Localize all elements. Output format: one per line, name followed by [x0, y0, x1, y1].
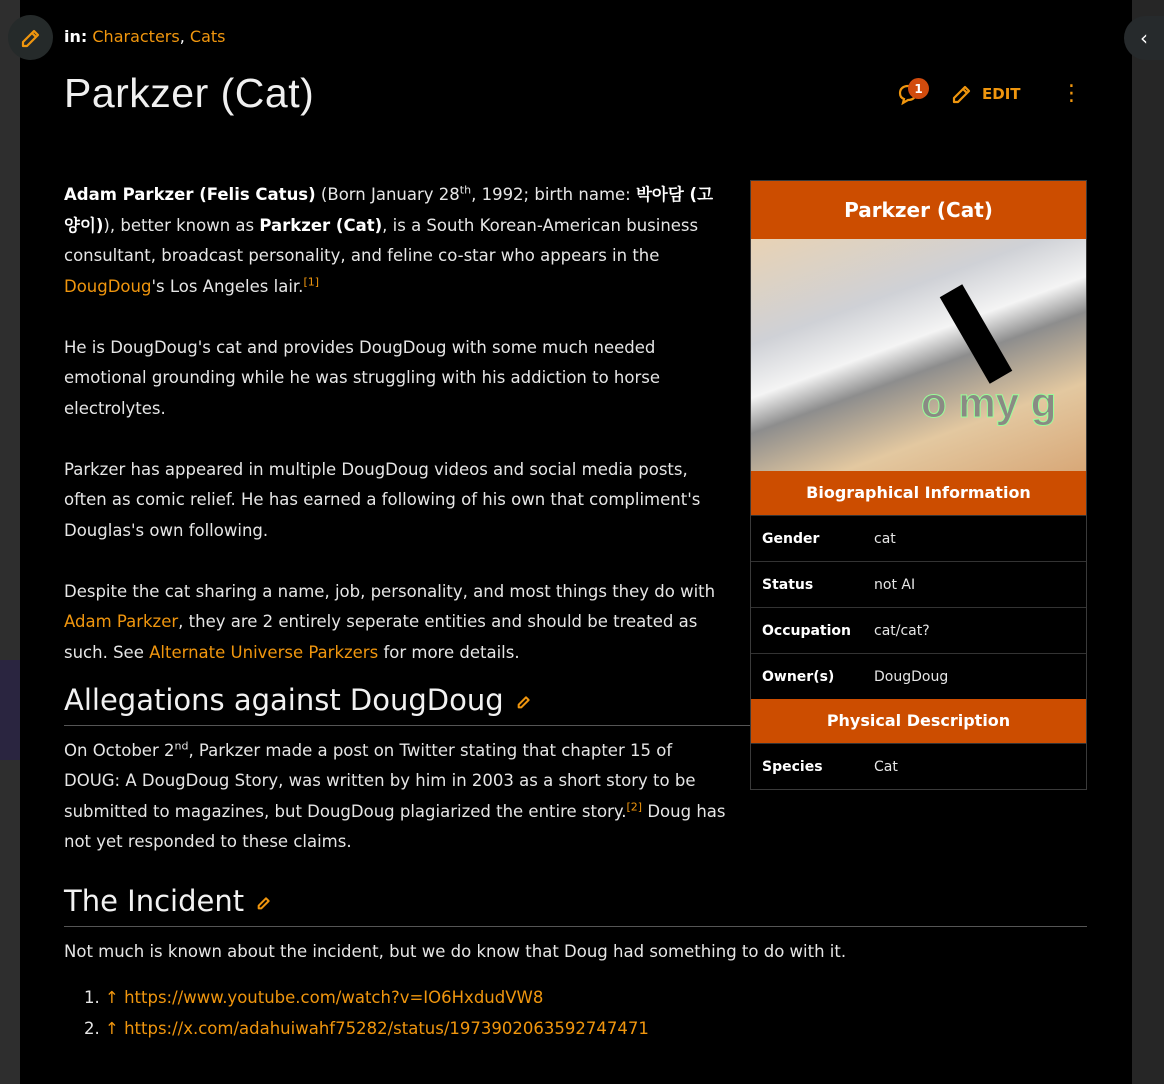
- superscript: th: [459, 183, 472, 197]
- collapse-rail-button[interactable]: [1124, 16, 1164, 60]
- row-value: cat: [874, 530, 896, 547]
- text: Despite the cat sharing a name, job, personality, and most things they do with: [64, 581, 716, 601]
- breadcrumb: [64, 27, 225, 46]
- paragraph: Not much is known about the incident, but we do know that Doug had something to do with it.: [64, 941, 847, 961]
- text: , they are 2 entirely seperate entities and should be treated as such. See: [64, 612, 698, 662]
- heading-text: The Incident: [64, 883, 245, 918]
- row-label: Owner(s): [762, 668, 835, 685]
- text: (Born January 28: [315, 185, 460, 204]
- dougdoug-link[interactable]: DougDoug: [64, 276, 152, 296]
- separator: ,: [179, 27, 185, 46]
- paragraph: He is DougDoug's cat and provides DougDoug with some much needed emotional grounding while he was struggling with his addiction to horse electrolytes.: [64, 337, 661, 418]
- pencil-icon: [950, 82, 974, 106]
- infobox-section-header: Physical Description: [751, 699, 1086, 743]
- backlink-arrow-icon[interactable]: ↑: [105, 1018, 119, 1038]
- left-background-strip: [0, 0, 20, 1084]
- row-label: Species: [762, 758, 823, 775]
- category-link[interactable]: Cats: [189, 27, 226, 46]
- text: , is a South Korean-American business consultant, broadcast personality, and feline co-star who appears in the: [64, 215, 699, 265]
- heading-text: Allegations against DougDoug: [64, 682, 504, 717]
- bold-text: Adam Parkzer (Felis Catus): [64, 185, 316, 204]
- edit-label: EDIT: [982, 85, 1021, 103]
- text: , Parkzer made a post on Twitter stating that chapter 15 of DOUG: A DougDoug Story, was written by him in 2003 as a short story to be submitted to magazines, but DougDoug plagiarized the entire story.: [64, 740, 696, 821]
- adam-parkzer-link[interactable]: Adam Parkzer: [64, 612, 179, 631]
- text: for more details.: [378, 642, 520, 662]
- edit-fab-button[interactable]: [8, 15, 53, 60]
- reference-item: [105, 1014, 1087, 1045]
- reference-url[interactable]: https://x.com/adahuiwahf75282/status/1973902063592747471: [124, 1018, 649, 1038]
- page-actions: [896, 81, 1083, 106]
- row-label: Gender: [762, 530, 820, 547]
- pencil-icon: [19, 26, 43, 50]
- infobox-section-header: Biographical Information: [751, 471, 1086, 515]
- superscript: nd: [174, 739, 189, 752]
- infobox-row: [751, 743, 1086, 789]
- breadcrumb-prefix: in:: [64, 27, 88, 46]
- page-title: Parkzer (Cat): [64, 70, 315, 116]
- article-content: [64, 180, 1087, 1044]
- bold-text: Parkzer (Cat): [259, 215, 383, 235]
- edit-button[interactable]: [950, 82, 1021, 106]
- infobox-title: Parkzer (Cat): [751, 181, 1086, 239]
- section-heading: [64, 882, 1087, 927]
- edit-section-icon[interactable]: [516, 694, 532, 710]
- more-options-icon[interactable]: ⋮: [1060, 81, 1083, 106]
- row-value: cat/cat?: [874, 622, 930, 639]
- comments-button[interactable]: [896, 81, 923, 106]
- reference-link[interactable]: [2]: [626, 800, 643, 813]
- infobox-row: [751, 607, 1086, 653]
- text: 's Los Angeles lair.: [151, 276, 304, 296]
- edit-section-icon[interactable]: [256, 895, 272, 911]
- infobox-row: [751, 653, 1086, 699]
- references-list: [105, 983, 1087, 1044]
- row-label: Status: [762, 576, 814, 593]
- image-overlay-text: o my g: [921, 379, 1057, 426]
- category-link[interactable]: Characters: [92, 27, 180, 46]
- text: Doug has not yet responded to these claims.: [64, 801, 726, 851]
- comments-count-badge: 1: [908, 78, 929, 99]
- infobox-row: [751, 561, 1086, 607]
- row-value: not AI: [874, 576, 916, 593]
- paragraph: Parkzer has appeared in multiple DougDoug videos and social media posts, often as comic relief. He has earned a following of his own that compliment's Douglas's own following.: [64, 459, 701, 540]
- alternate-universe-link[interactable]: Alternate Universe Parkzers: [149, 642, 379, 662]
- row-value: Cat: [874, 758, 898, 775]
- infobox-image[interactable]: [751, 239, 1086, 471]
- reference-link[interactable]: [1]: [303, 275, 320, 288]
- text: , 1992; birth name:: [471, 185, 636, 204]
- backlink-arrow-icon[interactable]: ↑: [105, 988, 119, 1007]
- infobox-row: [751, 515, 1086, 561]
- chevron-left-icon: ‹: [1140, 26, 1148, 50]
- owner-link[interactable]: DougDoug: [874, 668, 949, 685]
- infobox: [750, 180, 1087, 790]
- reference-item: [105, 983, 1087, 1014]
- row-label: Occupation: [762, 622, 852, 639]
- text: On October 2: [64, 740, 175, 760]
- bold-text: 박아담 (고양이): [64, 185, 714, 235]
- text: ), better known as: [103, 215, 260, 235]
- right-rail: [1132, 0, 1164, 1084]
- reference-url[interactable]: https://www.youtube.com/watch?v=IO6HxdudVW8: [124, 988, 544, 1007]
